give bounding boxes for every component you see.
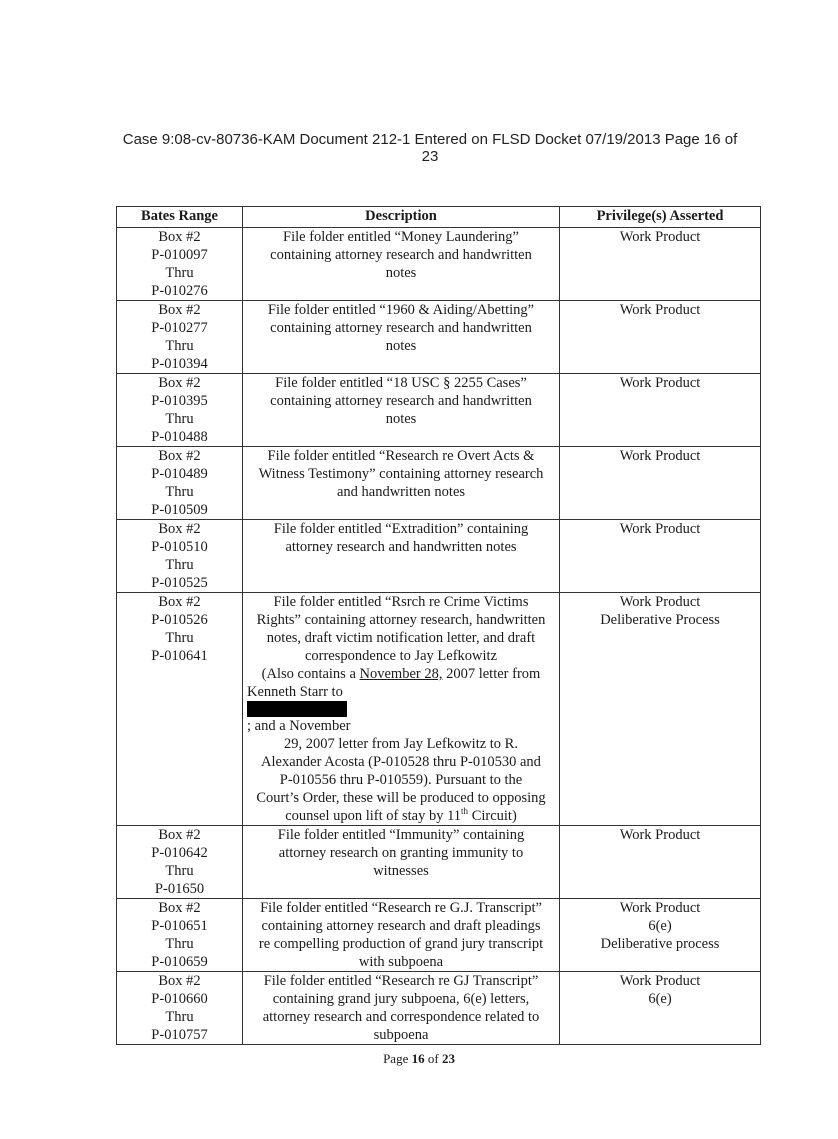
circuit-line: counsel upon lift of stay by 11th Circuit) <box>285 806 517 824</box>
description-cell: File folder entitled “Research re GJ Transcript” containing grand jury subpoena, 6(e) letters, attorney research and correspondence related to subpoena <box>243 972 560 1045</box>
bates-range-cell: Box #2 P-010277 Thru P-010394 <box>117 301 243 374</box>
description-cell: File folder entitled “Immunity” containing attorney research on granting immunity to witnesses <box>243 826 560 899</box>
privilege-cell: Work Product 6(e) Deliberative process <box>560 899 761 972</box>
redaction-block <box>247 701 347 717</box>
table-row <box>117 972 761 1045</box>
privilege-cell: Work Product <box>560 826 761 899</box>
bates-range-cell: Box #2 P-010097 Thru P-010276 <box>117 228 243 301</box>
bates-range-cell: Box #2 P-010660 Thru P-010757 <box>117 972 243 1045</box>
bates-range-cell: Box #2 P-010526 Thru P-010641 <box>117 593 243 826</box>
privilege-cell: Work Product <box>560 228 761 301</box>
description-cell: File folder entitled “Rsrch re Crime Victims Rights” containing attorney research, handwritten notes, draft victim notification letter, and draft correspondence to Jay Lefkowitz (Also contains a November 28, 2007 letter from Kenneth Starr to ; and a November 29, 2007 letter from Jay Lefkowitz to R. Alexander Acosta (P-010528 thru P-010530 and P-010556 thru P-010559). Pursuant to the Court’s Order, these will be produced to opposing counsel upon lift of stay by 11th Circuit) <box>243 593 560 826</box>
page-number-current: 16 <box>411 1051 425 1066</box>
bates-range-cell: Box #2 P-010651 Thru P-010659 <box>117 899 243 972</box>
docket-header <box>90 131 770 165</box>
description-cell: File folder entitled “1960 & Aiding/Abetting” containing attorney research and handwritten notes <box>243 301 560 374</box>
column-header: Bates Range <box>117 207 243 228</box>
privilege-cell: Work Product Deliberative Process <box>560 593 761 826</box>
page-number-total: 23 <box>441 1051 455 1066</box>
table-row <box>117 228 761 301</box>
bates-range-cell: Box #2 P-010489 Thru P-010509 <box>117 447 243 520</box>
bates-range-cell: Box #2 P-010510 Thru P-010525 <box>117 520 243 593</box>
description-cell: File folder entitled “18 USC § 2255 Cases” containing attorney research and handwritten notes <box>243 374 560 447</box>
description-cell: File folder entitled “Research re Overt Acts & Witness Testimony” containing attorney research and handwritten notes <box>243 447 560 520</box>
table-row <box>117 899 761 972</box>
table-row <box>117 826 761 899</box>
table-header-row <box>117 207 761 228</box>
page-footer: Page 16 of 23 <box>383 1051 455 1066</box>
description-cell: File folder entitled “Money Laundering” containing attorney research and handwritten notes <box>243 228 560 301</box>
also-contains-line: (Also contains a November 28, 2007 letter from <box>261 666 541 682</box>
privilege-cell: Work Product <box>560 520 761 593</box>
table-row <box>117 447 761 520</box>
docket-header-line1: Case 9:08-cv-80736-KAM Document 212-1 Entered on FLSD Docket 07/19/2013 Page 16 of <box>122 131 738 148</box>
column-header: Description <box>243 207 560 228</box>
bates-range-cell: Box #2 P-010642 Thru P-01650 <box>117 826 243 899</box>
privilege-log-table <box>116 206 761 1045</box>
description-cell: File folder entitled “Extradition” containing attorney research and handwritten notes <box>243 520 560 593</box>
privilege-cell: Work Product <box>560 301 761 374</box>
table-row <box>117 520 761 593</box>
table-row <box>117 374 761 447</box>
description-cell: File folder entitled “Research re G.J. Transcript” containing attorney research and draft pleadings re compelling production of grand jury transcript with subpoena <box>243 899 560 972</box>
table-row <box>117 593 761 826</box>
column-header: Privilege(s) Asserted <box>560 207 761 228</box>
bates-range-cell: Box #2 P-010395 Thru P-010488 <box>117 374 243 447</box>
privilege-cell: Work Product <box>560 447 761 520</box>
privilege-cell: Work Product 6(e) <box>560 972 761 1045</box>
redaction-line: Kenneth Starr to ; and a November <box>247 684 351 734</box>
docket-header-line2: 23 <box>421 148 439 165</box>
privilege-cell: Work Product <box>560 374 761 447</box>
table-row <box>117 301 761 374</box>
